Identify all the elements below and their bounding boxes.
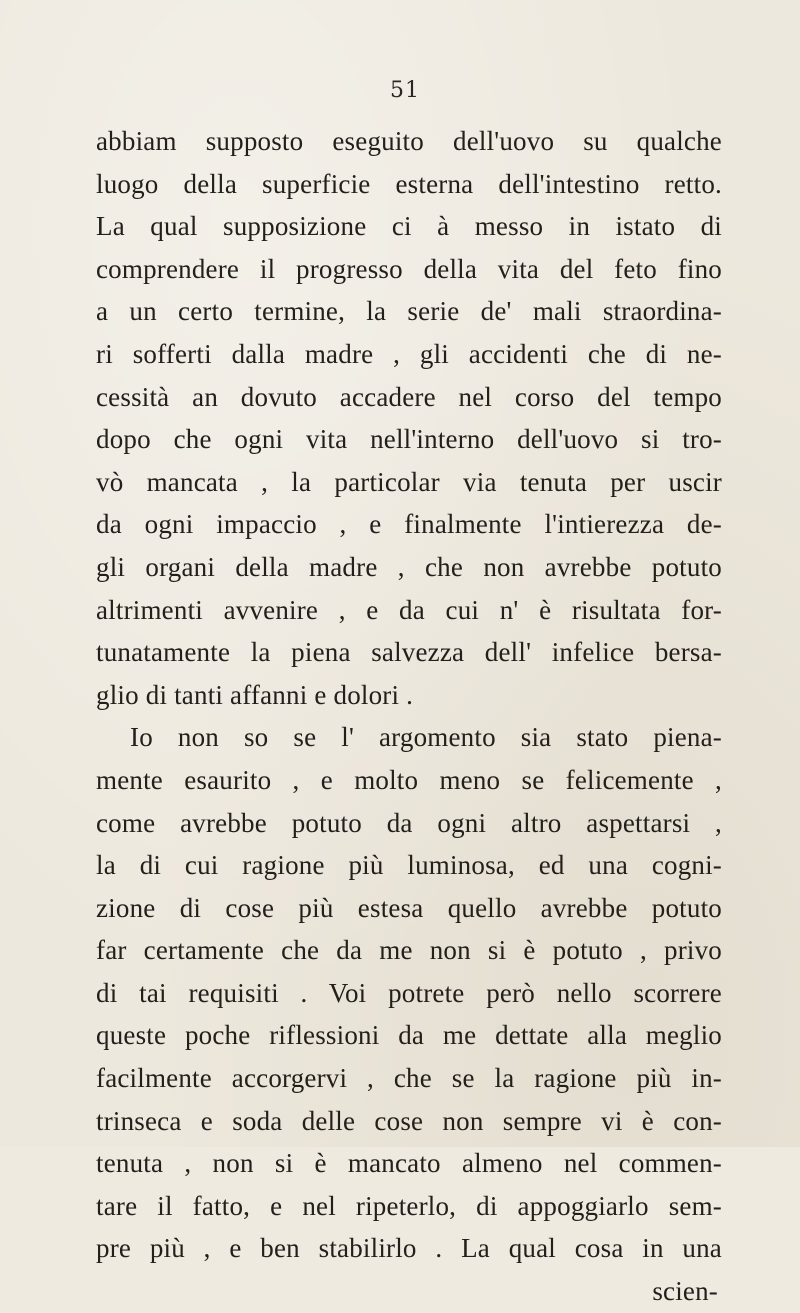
text-line: luogo della superficie esterna dell'intestino retto. (96, 168, 722, 199)
text-line: zione di cose più estesa quello avrebbe potuto (96, 892, 722, 923)
text-line: a un certo termine, la serie de' mali straordina- (96, 296, 722, 327)
page-number: 51 (390, 78, 420, 103)
text-line: trinseca e soda delle cose non sempre vi è con- (96, 1105, 722, 1136)
text-line: comprendere il progresso della vita del feto fino (96, 253, 722, 284)
catchword: scien- (652, 1276, 718, 1307)
text-line: pre più , e ben stabilirlo . La qual cosa in una (96, 1233, 722, 1264)
text-line: da ogni impaccio , e finalmente l'intierezza de- (96, 509, 722, 540)
text-line: La qual supposizione ci à messo in istato di (96, 211, 722, 242)
text-line: far certamente che da me non si è potuto , privo (96, 935, 722, 966)
text-line: mente esaurito , e molto meno se felicemente , (96, 764, 722, 795)
text-line: queste poche riflessioni da me dettate alla meglio (96, 1020, 722, 1051)
text-line: ri sofferti dalla madre , gli accidenti che di ne- (96, 338, 722, 369)
page-body-text (96, 120, 722, 1313)
text-line: gli organi della madre , che non avrebbe potuto (96, 551, 722, 582)
text-line: tunatamente la piena salvezza dell' infelice bersa- (96, 637, 722, 668)
text-line: Io non so se l' argomento sia stato piena- (130, 722, 722, 753)
text-line: tenuta , non si è mancato almeno nel commen- (96, 1148, 722, 1179)
text-line: vò mancata , la particolar via tenuta per uscir (96, 466, 722, 497)
text-line: glio di tanti affanni e dolori . (96, 679, 414, 710)
text-line: dopo che ogni vita nell'interno dell'uovo si tro- (96, 424, 722, 455)
text-line: di tai requisiti . Voi potrete però nello scorrere (96, 977, 722, 1008)
text-line: come avrebbe potuto da ogni altro aspettarsi , (96, 807, 722, 838)
text-line: altrimenti avvenire , e da cui n' è risultata for- (96, 594, 722, 625)
text-line: tare il fatto, e nel ripeterlo, di appoggiarlo sem- (96, 1190, 722, 1221)
text-line: abbiam supposto eseguito dell'uovo su qualche (96, 126, 722, 156)
text-line: la di cui ragione più luminosa, ed una cogni- (96, 850, 722, 881)
text-line: facilmente accorgervi , che se la ragione più in- (96, 1063, 722, 1094)
text-line: cessità an dovuto accadere nel corso del tempo (96, 381, 722, 412)
